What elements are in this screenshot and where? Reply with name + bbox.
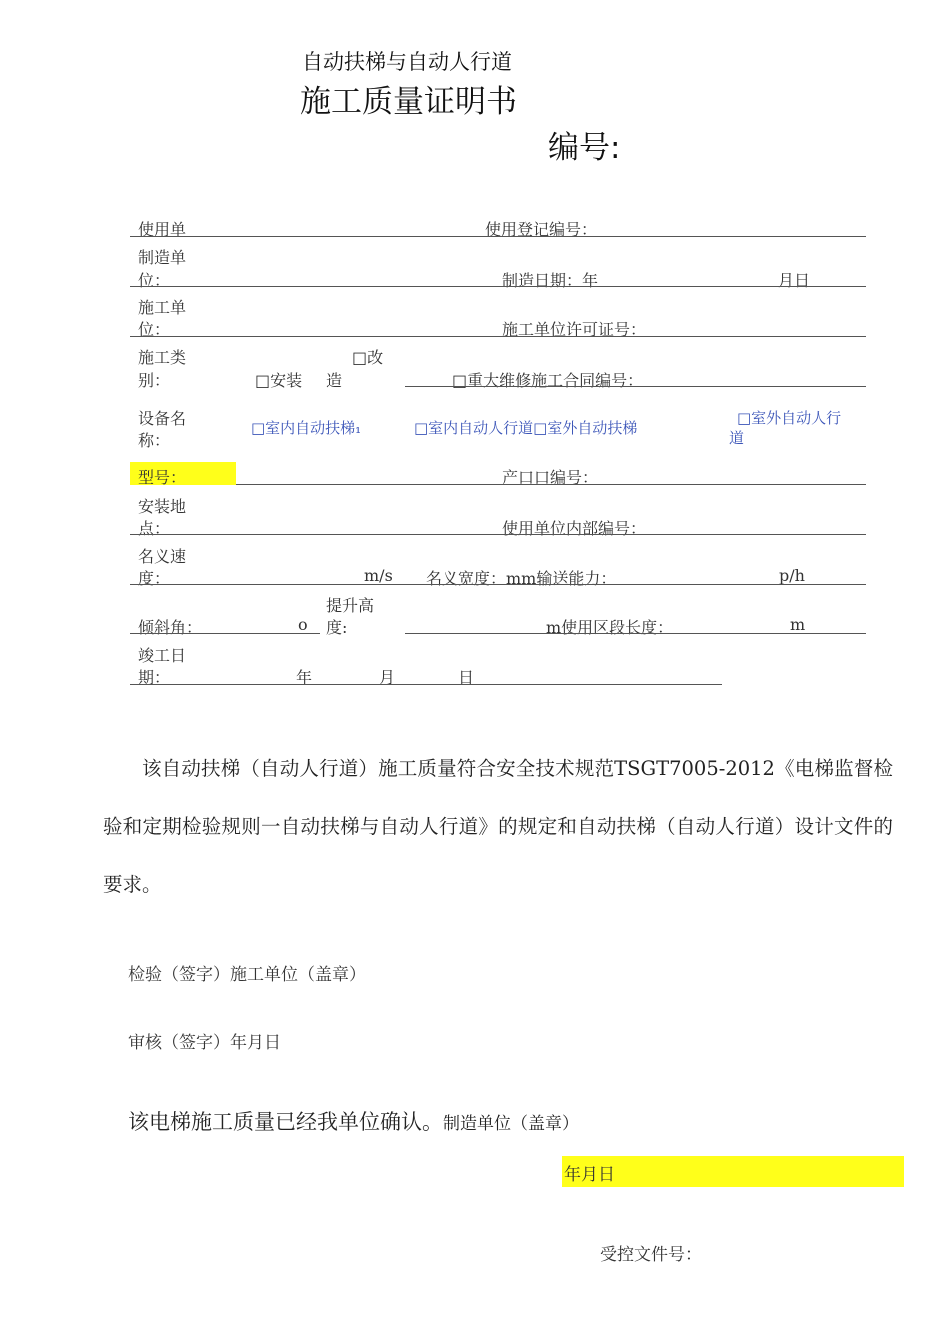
option-indoor-escalator[interactable]: □室内自动扶梯₁ (251, 419, 362, 437)
construction-unit-label-a: 施工单 (138, 298, 187, 317)
option-outdoor-walk-a[interactable]: □室外自动人行 (737, 409, 842, 427)
model-label: 型号： (138, 468, 187, 487)
construction-type-label-b: 别： (138, 371, 171, 390)
month-day-label: 月日 (778, 271, 811, 290)
row-divider (405, 386, 866, 387)
manufacturer-seal-label: 制造单位（盖章） (443, 1114, 579, 1134)
construction-license-label: 施工单位许可证号： (502, 320, 647, 339)
degree-symbol: o (298, 615, 308, 634)
title-line-2: 施工质量证明书 (300, 84, 517, 120)
row-divider (236, 484, 866, 485)
row-divider (130, 236, 866, 237)
controlled-doc-label: 受控文件号： (600, 1245, 702, 1265)
user-unit-label: 使用单 (138, 220, 187, 239)
construction-type-label-a: 施工类 (138, 348, 187, 367)
option-indoor-walk-outdoor-escalator[interactable]: □室内自动人行道□室外自动扶梯 (414, 419, 638, 437)
user-reg-no-label: 使用登记编号： (485, 220, 598, 239)
completion-year: 年 (296, 668, 313, 687)
length-unit: m (790, 615, 806, 634)
speed-unit: m/s (364, 566, 393, 585)
manufacture-date-label: 制造日期：年 (502, 271, 599, 290)
confirmation-line (128, 1106, 579, 1136)
construction-unit-label-b: 位： (138, 320, 171, 339)
completion-month: 月 (379, 668, 396, 687)
completion-date-label-a: 竣工日 (138, 646, 187, 665)
equipment-name-label-b: 称： (138, 431, 171, 450)
internal-no-label: 使用单位内部编号： (502, 519, 647, 538)
rise-label-b: 度: (326, 618, 348, 637)
row-divider (130, 633, 320, 634)
row-divider (130, 286, 866, 287)
option-install-checkbox[interactable]: □安装 (255, 371, 303, 390)
capacity-unit: p/h (779, 566, 805, 585)
number-label: 编号: (548, 130, 621, 166)
confirm-date-label: 年月日 (564, 1165, 615, 1185)
row-divider (130, 684, 722, 685)
inspect-sign-line: 检验（签字）施工单位（盖章） (128, 965, 366, 985)
option-modify-checkbox[interactable]: □改 (352, 348, 384, 367)
install-location-label-a: 安装地 (138, 497, 187, 516)
incline-angle-label: 倾斜角： (138, 618, 203, 637)
rated-speed-label-a: 名义速 (138, 547, 187, 566)
rise-label-a: 提升高 (326, 596, 375, 615)
option-repair-checkbox[interactable]: □重大维修施工合同编号： (452, 371, 644, 390)
option-modify-char: 造 (326, 371, 343, 390)
row-divider (130, 336, 866, 337)
confirmation-text: 该电梯施工质量已经我单位确认。 (128, 1110, 443, 1134)
manufacturer-label-b: 位： (138, 271, 171, 290)
completion-date-label-b: 期： (138, 668, 171, 687)
option-outdoor-walk-b: 道 (729, 429, 745, 447)
completion-day: 日 (458, 668, 475, 687)
rated-width-capacity-label: 名义宽度：mm输送能力： (426, 569, 617, 588)
statement-text: 该自动扶梯（自动人行道）施工质量符合安全技术规范TSGT7005-2012《电梯监督检验和定期检验规则一自动扶梯与自动人行道》的规定和自动扶梯（自动人行道）设计文件的要求。 (103, 757, 893, 896)
rated-speed-label-b: 度： (138, 569, 171, 588)
title-line-1: 自动扶梯与自动人行道 (302, 50, 512, 74)
equipment-name-label-a: 设备名 (138, 409, 187, 428)
section-length-label: m使用区段长度： (546, 618, 674, 637)
compliance-statement (103, 740, 893, 914)
manufacturer-label-a: 制造单 (138, 248, 187, 267)
product-no-label: 产口口编号： (502, 468, 599, 487)
row-divider (405, 633, 866, 634)
install-location-label-b: 点： (138, 519, 171, 538)
row-divider (130, 584, 866, 585)
review-sign-line: 审核（签字）年月日 (128, 1033, 281, 1053)
row-divider (130, 534, 866, 535)
